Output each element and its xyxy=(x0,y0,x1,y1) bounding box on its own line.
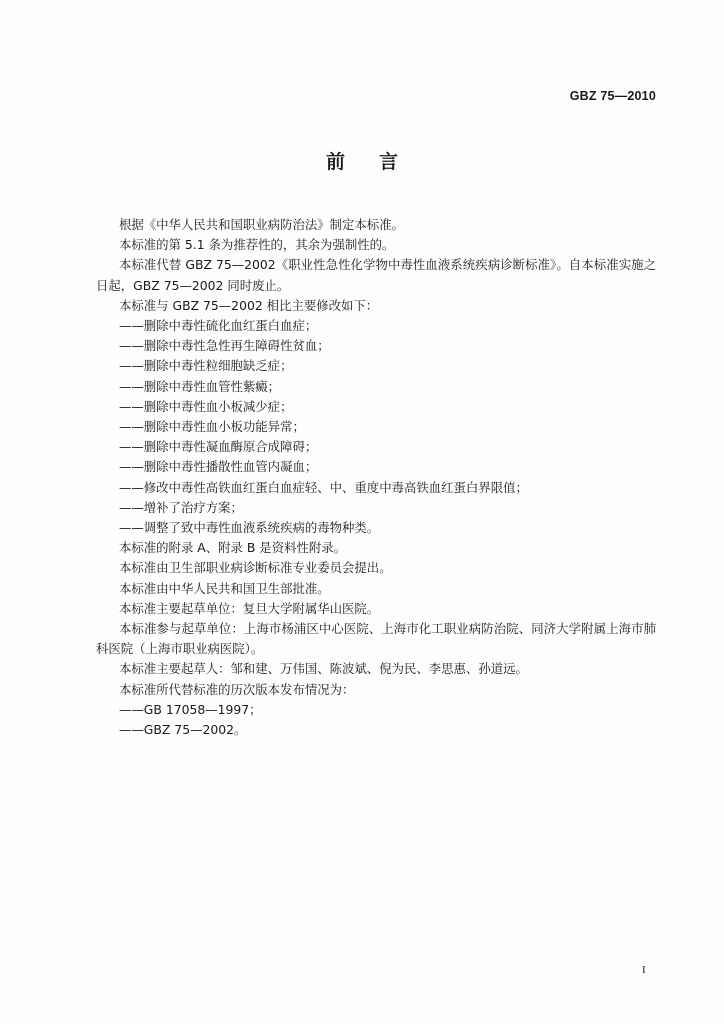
paragraph: 本标准由中华人民共和国卫生部批准。 xyxy=(119,580,330,596)
list-item: ——调整了致中毒性血液系统疾病的毒物种类。 xyxy=(119,520,380,536)
standard-code: GBZ 75—2010 xyxy=(569,89,656,103)
list-item: ——删除中毒性硫化血红蛋白血症； xyxy=(119,318,318,334)
list-item: ——删除中毒性血小板功能异常； xyxy=(119,419,305,435)
paragraph: 本标准主要起草单位：复旦大学附属华山医院。 xyxy=(119,600,380,616)
list-item: ——删除中毒性播散性血管内凝血； xyxy=(119,459,318,475)
foreword-body xyxy=(96,215,656,740)
list-item: ——GBZ 75—2002。 xyxy=(119,722,247,738)
paragraph: 本标准由卫生部职业病诊断标准专业委员会提出。 xyxy=(119,560,392,576)
list-item: ——增补了治疗方案； xyxy=(119,499,243,515)
list-item: ——删除中毒性凝血酶原合成障碍； xyxy=(119,439,318,455)
paragraph: 本标准代替 GBZ 75—2002《职业性急性化学物中毒性血液系统疾病诊断标准》。自本标准实施之日起，GBZ 75—2002 同时废止。 xyxy=(96,257,656,293)
paragraph: 本标准的第 5.1 条为推荐性的，其余为强制性的。 xyxy=(119,237,395,253)
page-title: 前言 xyxy=(325,151,432,173)
list-item: ——删除中毒性血管性紫癜； xyxy=(119,378,281,394)
paragraph: 本标准的附录 A、附录 B 是资料性附录。 xyxy=(119,540,347,556)
page-number: I xyxy=(642,964,646,976)
list-item: ——修改中毒性高铁血红蛋白血症轻、中、重度中毒高铁血红蛋白界限值； xyxy=(119,479,528,495)
paragraph: 根据《中华人民共和国职业病防治法》制定本标准。 xyxy=(119,217,404,232)
list-item: ——删除中毒性粒细胞缺乏症； xyxy=(119,358,293,374)
list-item: ——GB 17058—1997； xyxy=(119,701,262,717)
paragraph: 本标准主要起草人：邹和建、万伟国、陈波斌、倪为民、李思惠、孙道远。 xyxy=(119,661,528,677)
list-item: ——删除中毒性血小板减少症； xyxy=(119,398,293,414)
paragraph: 本标准与 GBZ 75—2002 相比主要修改如下： xyxy=(119,297,379,313)
list-item: ——删除中毒性急性再生障碍性贫血； xyxy=(119,338,330,354)
paragraph: 本标准参与起草单位：上海市杨浦区中心医院、上海市化工职业病防治院、同济大学附属上海市肺科医院（上海市职业病医院）。 xyxy=(96,621,656,657)
paragraph: 本标准所代替标准的历次版本发布情况为： xyxy=(119,681,355,697)
